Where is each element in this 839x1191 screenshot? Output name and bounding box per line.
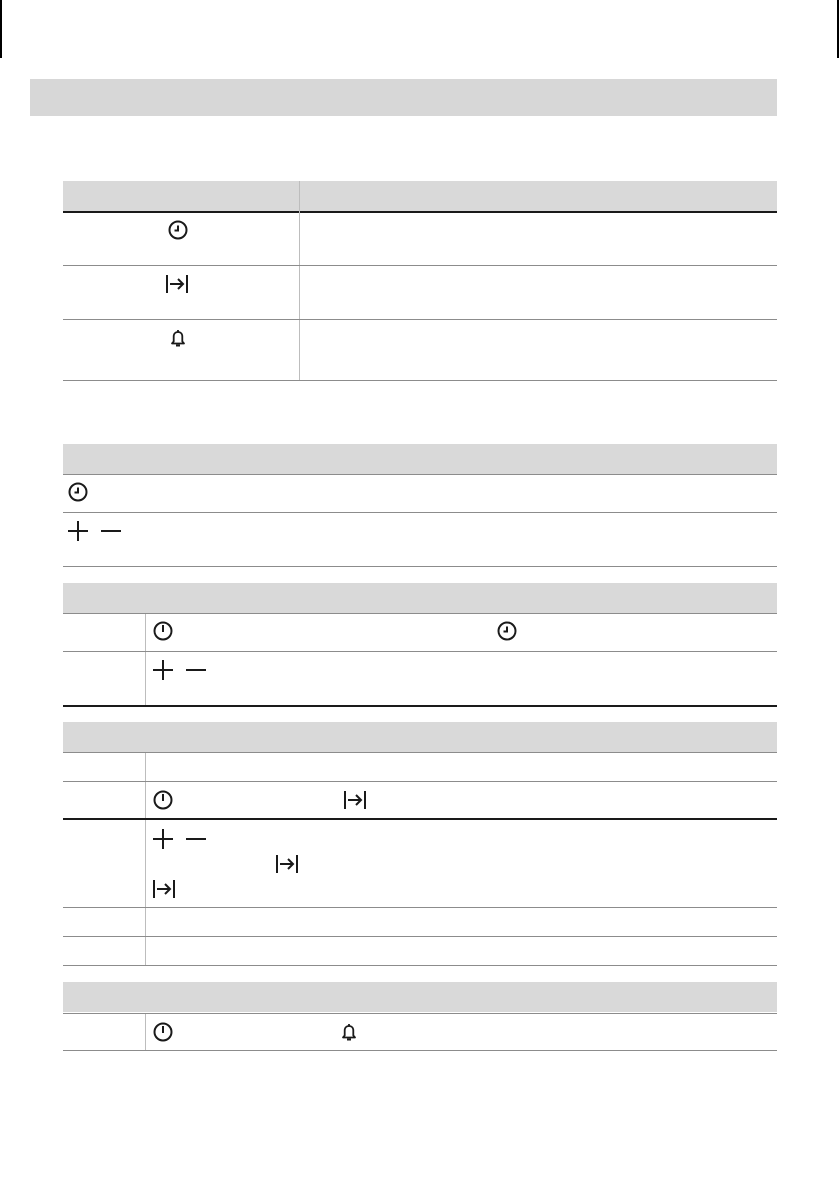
table-rule bbox=[63, 651, 777, 652]
table-rule bbox=[63, 752, 777, 753]
table-rule bbox=[63, 380, 777, 381]
table-rule bbox=[63, 1050, 777, 1051]
crop-mark-left bbox=[0, 0, 2, 58]
table-header bbox=[63, 982, 777, 1012]
clock-icon bbox=[496, 620, 518, 642]
plus-icon bbox=[153, 660, 173, 680]
change-time-table bbox=[63, 583, 777, 708]
table-rule bbox=[63, 705, 777, 707]
plus-icon bbox=[68, 521, 88, 541]
bell-icon bbox=[338, 1021, 360, 1043]
plus-minus-icons bbox=[152, 828, 206, 850]
table-rule bbox=[63, 211, 777, 213]
column-divider bbox=[145, 614, 146, 706]
table-header bbox=[63, 583, 777, 613]
table-rule bbox=[63, 907, 777, 908]
table-rule bbox=[63, 781, 777, 782]
table-rule bbox=[63, 936, 777, 937]
plus-minus-icons bbox=[152, 659, 206, 681]
table-rule bbox=[63, 965, 777, 966]
power-icon bbox=[152, 789, 174, 811]
column-divider bbox=[299, 181, 300, 380]
arrow-to-bar-icon bbox=[275, 853, 299, 875]
table-rule bbox=[63, 265, 777, 266]
clock-icon bbox=[167, 219, 189, 241]
arrow-to-bar-icon bbox=[165, 273, 189, 295]
plus-minus-icons bbox=[67, 520, 121, 542]
set-alarm-table bbox=[63, 982, 777, 1052]
arrow-to-bar-icon bbox=[152, 878, 176, 900]
table-header bbox=[63, 722, 777, 752]
table-rule bbox=[63, 1013, 777, 1014]
set-duration-table bbox=[63, 722, 777, 968]
table-rule bbox=[63, 319, 777, 320]
table-rule bbox=[63, 818, 777, 820]
table-header bbox=[63, 444, 777, 474]
symbol-table bbox=[63, 181, 777, 381]
table-rule bbox=[63, 566, 777, 567]
clock-icon bbox=[67, 481, 89, 503]
column-divider bbox=[145, 753, 146, 966]
arrow-to-bar-icon bbox=[343, 789, 367, 811]
chapter-banner bbox=[30, 79, 777, 116]
table-rule bbox=[63, 512, 777, 513]
set-time-table bbox=[63, 444, 777, 569]
table-rule bbox=[63, 613, 777, 614]
power-icon bbox=[152, 620, 174, 642]
plus-icon bbox=[153, 829, 173, 849]
table-rule bbox=[63, 474, 777, 475]
power-icon bbox=[152, 1021, 174, 1043]
bell-icon bbox=[167, 327, 189, 349]
column-divider bbox=[145, 1014, 146, 1051]
table-header bbox=[63, 181, 777, 211]
